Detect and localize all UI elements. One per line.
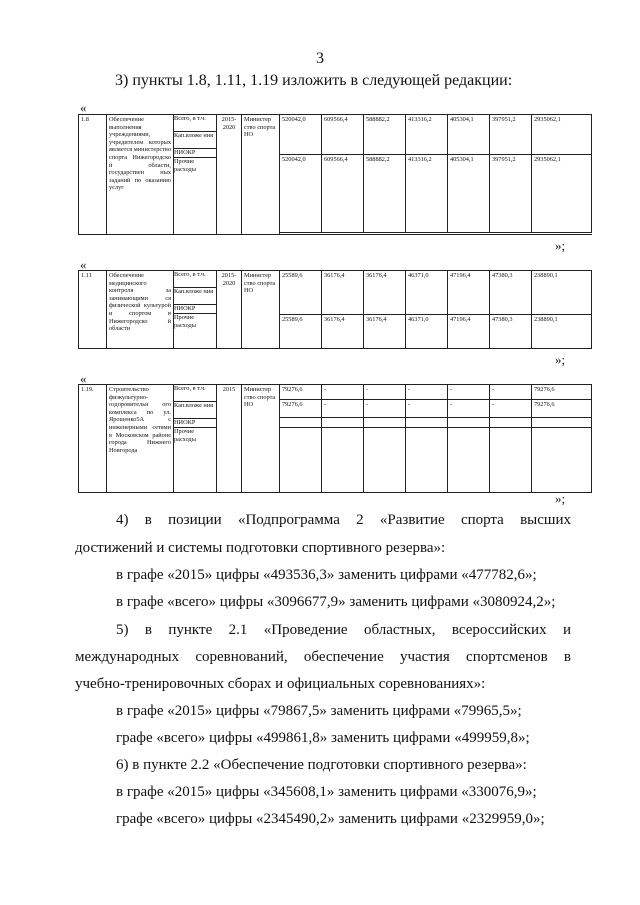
value-cell: 405304,1: [448, 155, 490, 233]
period: 2015-2020: [217, 271, 242, 349]
value-cell: 413316,2: [406, 155, 448, 233]
value-cell: 79276,6: [280, 385, 322, 400]
empty-cell: [322, 428, 364, 493]
source-capital: Кап.вложе ния: [174, 402, 217, 419]
paragraph-5-line-3: учебно-тренировочных сборах и официальных соревнованиях»:: [75, 676, 486, 692]
quote-open-1: «: [80, 100, 87, 115]
item-number: 1.19.: [79, 385, 107, 493]
value-cell: 25589,6: [280, 315, 322, 349]
value-cell: 2935062,1: [532, 155, 592, 233]
table-row-1-19: [78, 384, 592, 493]
item-number: 1.11: [79, 271, 107, 349]
source-other: Прочие расходы: [174, 428, 196, 443]
quote-open-2: «: [80, 257, 87, 272]
value-cell: 405304,1: [448, 115, 490, 155]
paragraph-5-line-1: 5) в пункте 2.1 «Проведение областных, всероссийских и: [116, 622, 571, 638]
value-cell: -: [322, 400, 364, 418]
empty-cell: [490, 418, 532, 428]
empty-cell: [532, 428, 592, 493]
empty-cell: [280, 418, 322, 428]
paragraph-4-line-1: 4) в позиции «Подпрограмма 2 «Развитие спорта высших: [116, 512, 571, 528]
value-cell: 588882,2: [364, 155, 406, 233]
value-cell: -: [406, 400, 448, 418]
source-niokr: НИОКР: [174, 305, 217, 314]
paragraph-5-item-a: в графе «2015» цифры «79867,5» заменить цифрами «79965,5»;: [116, 703, 522, 719]
paragraph-6-item-b: графе «всего» цифры «2345490,2» заменить цифрами «2329959,0»;: [116, 811, 545, 827]
empty-cell: [364, 428, 406, 493]
source-total: Всего, в т.ч.: [174, 115, 217, 132]
value-cell: 609566,4: [322, 155, 364, 233]
paragraph-5-item-b: графе «всего» цифры «499861,8» заменить цифрами «499959,8»;: [116, 730, 530, 746]
value-cell: 47196,4: [448, 315, 490, 349]
value-cell: -: [364, 385, 406, 400]
value-cell: 47196,4: [448, 271, 490, 315]
value-cell: 79276,6: [280, 400, 322, 418]
ministry: Министер ство спорта НО: [242, 271, 280, 349]
value-cell: 588882,2: [364, 115, 406, 155]
value-cell: 238890,1: [532, 271, 592, 315]
source-total: Всего, в т.ч.: [174, 271, 217, 288]
value-cell: 520042,0: [280, 155, 322, 233]
value-cell: 397951,2: [490, 155, 532, 233]
funding-sources: [174, 115, 217, 235]
quote-open-3: «: [80, 371, 87, 386]
value-cell: 36176,4: [322, 271, 364, 315]
source-niokr: НИОКР: [174, 149, 217, 158]
page-number: 3: [316, 50, 324, 67]
value-cell: 238890,1: [532, 315, 592, 349]
value-cell: 47380,3: [490, 271, 532, 315]
value-cell: -: [322, 385, 364, 400]
empty-cell: [280, 428, 322, 493]
value-cell: 36176,4: [364, 315, 406, 349]
value-cell: 520042,0: [280, 115, 322, 155]
quote-close-3: »;: [555, 491, 566, 506]
quote-close-1: »;: [555, 238, 566, 253]
table-row-1-8: [78, 114, 592, 235]
paragraph-6-item-a: в графе «2015» цифры «345608,1» заменить цифрами «330076,9»;: [116, 784, 537, 800]
source-other: Прочие расходы: [174, 158, 196, 173]
paragraph-6-line-1: 6) в пункте 2.2 «Обеспечение подготовки спортивного резерва»:: [116, 757, 527, 773]
source-other: Прочие расходы: [174, 314, 196, 329]
value-cell: 413316,2: [406, 115, 448, 155]
value-cell: -: [490, 400, 532, 418]
value-cell: 36176,4: [364, 271, 406, 315]
empty-cell: [532, 418, 592, 428]
value-cell: -: [448, 385, 490, 400]
paragraph-4-line-2: достижений и системы подготовки спортивного резерва»:: [75, 540, 446, 556]
source-niokr: НИОКР: [174, 419, 217, 428]
value-cell: 36176,4: [322, 315, 364, 349]
paragraph-5-line-2: международных соревнований, обеспечение участия спортсменов в: [75, 649, 571, 665]
value-cell: 2935062,1: [532, 115, 592, 155]
value-cell: 397951,2: [490, 115, 532, 155]
paragraph-4-item-b: в графе «всего» цифры «3096677,9» заменить цифрами «3080924,2»;: [116, 594, 556, 610]
period: 2015: [217, 385, 242, 493]
funding-sources: [174, 271, 217, 349]
empty-cell: [448, 418, 490, 428]
value-cell: 47380,3: [490, 315, 532, 349]
value-cell: -: [406, 385, 448, 400]
amendment-heading: 3) пункты 1.8, 1.11, 1.19 изложить в следующей редакции:: [115, 72, 513, 89]
value-cell: -: [448, 400, 490, 418]
empty-cell: [406, 418, 448, 428]
value-cell: 46371,0: [406, 271, 448, 315]
period: 2015-2020: [217, 115, 242, 235]
paragraph-4-item-a: в графе «2015» цифры «493536,3» заменить цифрами «477782,6»;: [116, 567, 537, 583]
empty-cell: [322, 418, 364, 428]
ministry: Министер ство спорта НО: [242, 385, 280, 493]
item-name: Обеспечение медицинского контроля за занимающими ся физической культурой и спортом в Нижегородско й области: [107, 271, 174, 349]
source-total: Всего, в т.ч.: [174, 385, 217, 402]
value-cell: -: [490, 385, 532, 400]
value-cell: -: [364, 400, 406, 418]
value-cell: 79276,6: [532, 400, 592, 418]
source-capital: Кап.вложе ния: [174, 288, 217, 305]
value-cell: 46371,0: [406, 315, 448, 349]
value-cell: 25589,6: [280, 271, 322, 315]
table-row-1-11: [78, 270, 592, 349]
empty-cell: [448, 428, 490, 493]
empty-cell: [406, 428, 448, 493]
value-cell: 79276,6: [532, 385, 592, 400]
value-cell: 609566,4: [322, 115, 364, 155]
funding-sources: [174, 385, 217, 493]
source-capital: Кап.вложе ния: [174, 132, 217, 149]
quote-close-2: »;: [555, 352, 566, 367]
ministry: Министер ство спорта НО: [242, 115, 280, 235]
item-name: Строительство физкультурно-оздоровительн ого комплекса по ул. Ярошенко5А с инженерными сетями в Московском районе города Нижнего Новгорода: [107, 385, 174, 493]
empty-cell: [364, 418, 406, 428]
item-number: 1.8: [79, 115, 107, 235]
item-name: Обеспечение выполнения учреждениями, учредителем которых является министерство спорта Нижегородско й области, государствен ных заданий по оказанию услуг: [107, 115, 174, 235]
empty-cell: [490, 428, 532, 493]
